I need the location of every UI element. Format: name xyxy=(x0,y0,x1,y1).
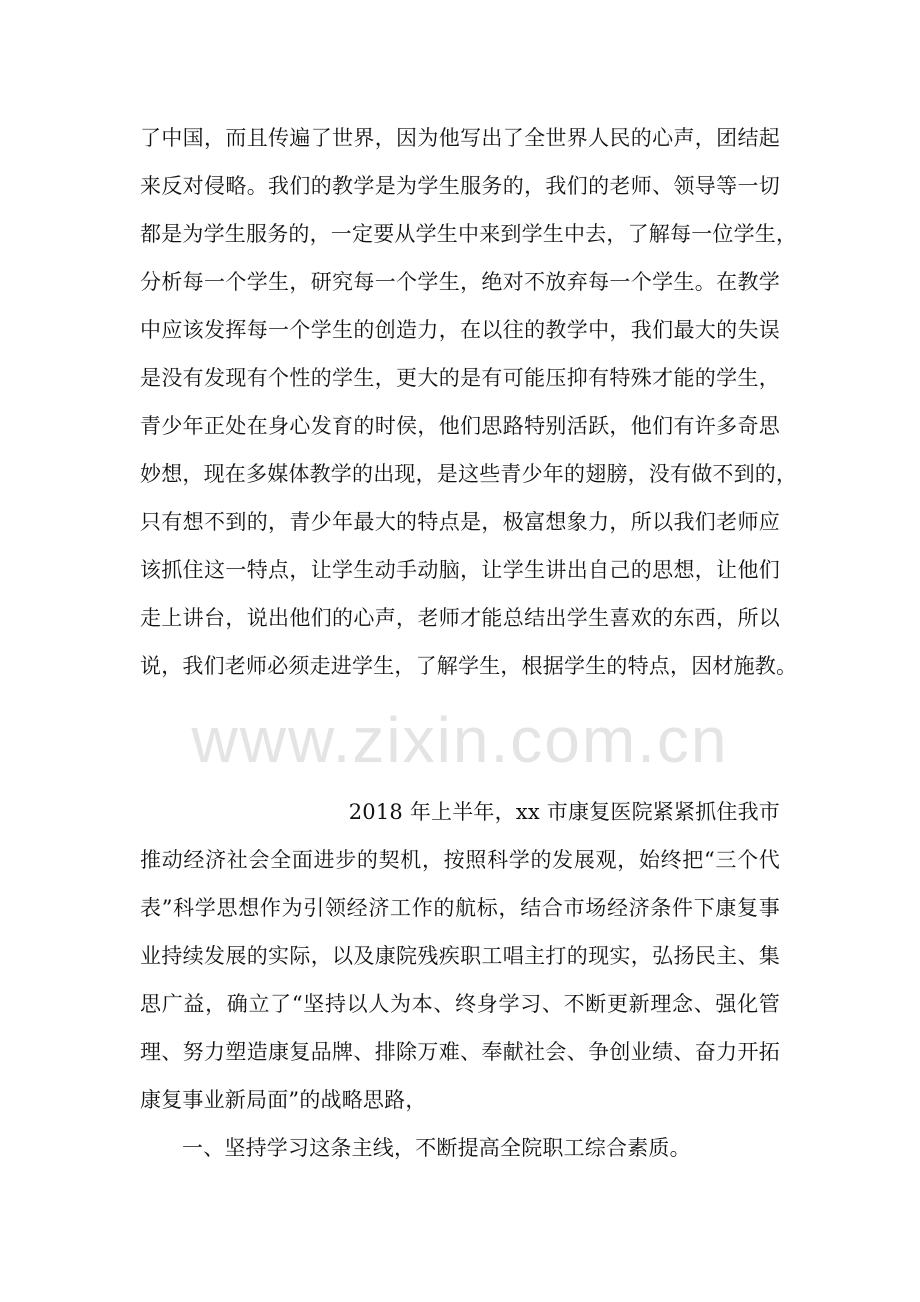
paragraph-line: 理、努力塑造康复品牌、排除万难、奉献社会、争创业绩、奋力开拓 xyxy=(140,1040,780,1064)
paragraph-line: 业持续发展的实际，以及康院残疾职工唱主打的现实，弘扬民主、集 xyxy=(140,944,780,968)
paragraph-line: 妙想，现在多媒体教学的出现，是这些青少年的翅膀，没有做不到的， xyxy=(140,462,798,486)
paragraph-line: 2018 年上半年，xx 市康复医院紧紧抓住我市 xyxy=(348,800,780,824)
paragraph-line: 青少年正处在身心发育的时侯，他们思路特别活跃，他们有许多奇思 xyxy=(140,414,780,438)
paragraph-line: 思广益，确立了“坚持以人为本、终身学习、不断更新理念、强化管 xyxy=(140,992,780,1016)
paragraph-line: 该抓住这一特点，让学生动手动脑，让学生讲出自己的思想，让他们 xyxy=(140,558,780,582)
paragraph-line: 都是为学生服务的，一定要从学生中来到学生中去，了解每一位学生， xyxy=(140,222,798,246)
section-heading: 一、坚持学习这条主线，不断提高全院职工综合素质。 xyxy=(182,1136,691,1160)
watermark: www.zixin.com.cn xyxy=(191,704,729,776)
paragraph-line: 中应该发挥每一个学生的创造力，在以往的教学中，我们最大的失误 xyxy=(140,318,780,342)
paragraph-line: 走上讲台，说出他们的心声，老师才能总结出学生喜欢的东西，所以 xyxy=(140,606,780,630)
paragraph-line: 是没有发现有个性的学生，更大的是有可能压抑有特殊才能的学生， xyxy=(140,366,780,390)
paragraph-line: 康复事业新局面”的战略思路， xyxy=(140,1088,427,1112)
paragraph-line: 只有想不到的，青少年最大的特点是，极富想象力，所以我们老师应 xyxy=(140,510,780,534)
paragraph-line: 分析每一个学生，研究每一个学生，绝对不放弃每一个学生。在教学 xyxy=(140,270,780,294)
paragraph-line: 了中国，而且传遍了世界，因为他写出了全世界人民的心声，团结起 xyxy=(140,126,780,150)
paragraph-line: 表”科学思想作为引领经济工作的航标，结合市场经济条件下康复事 xyxy=(140,896,780,920)
paragraph-line: 说，我们老师必须走进学生，了解学生，根据学生的特点，因材施教。 xyxy=(140,654,798,678)
paragraph-line: 推动经济社会全面进步的契机，按照科学的发展观，始终把“三个代 xyxy=(140,848,780,872)
paragraph-line: 来反对侵略。我们的教学是为学生服务的，我们的老师、领导等一切 xyxy=(140,174,780,198)
